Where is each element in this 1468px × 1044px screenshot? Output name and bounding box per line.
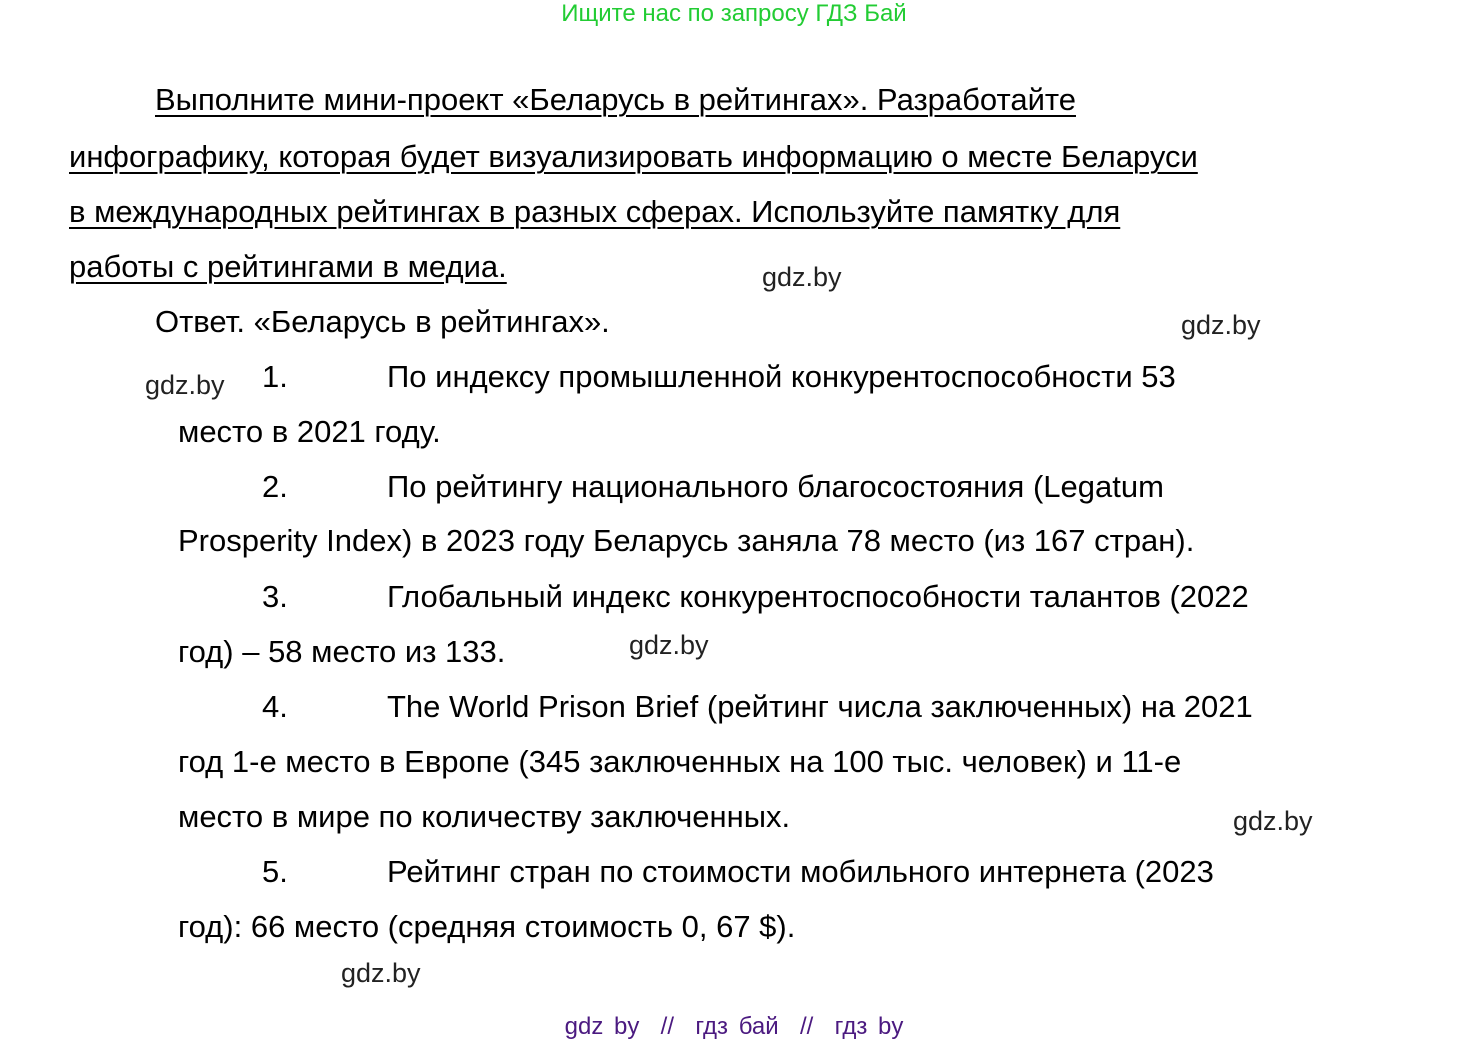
item-text: Prosperity Index) в 2023 году Беларусь заняла 78 место (из 167 стран). (178, 523, 1195, 558)
watermark: gdz.by (1181, 310, 1261, 340)
item-number: 3. (262, 579, 288, 614)
watermark: gdz.by (762, 262, 842, 292)
item-text: место в мире по количеству заключенных. (178, 799, 791, 834)
watermark: gdz.by (145, 370, 225, 400)
item-number: 2. (262, 469, 288, 504)
item-text: место в 2021 году. (178, 414, 441, 449)
item-text: год) – 58 место из 133. (178, 634, 506, 669)
item-text: The World Prison Brief (рейтинг числа заключенных) на 2021 (387, 689, 1253, 724)
item-text: год 1-е место в Европе (345 заключенных на 100 тыс. человек) и 11-е (178, 744, 1182, 779)
item-text: По индексу промышленной конкурентоспособности 53 (387, 359, 1176, 394)
item-text: По рейтингу национального благосостояния (Legatum (387, 469, 1164, 504)
item-number: 1. (262, 359, 288, 394)
footer-links: gdz by // гдз бай // гдз by (564, 1013, 904, 1040)
item-number: 4. (262, 689, 288, 724)
task-line: Выполните мини-проект «Беларусь в рейтингах». Разработайте (155, 82, 1076, 117)
answer-title: Ответ. «Беларусь в рейтингах». (155, 304, 610, 339)
task-line: инфографику, которая будет визуализировать информацию о месте Беларуси (69, 139, 1198, 174)
item-text: Глобальный индекс конкурентоспособности талантов (2022 (387, 579, 1249, 614)
task-line: в международных рейтингах в разных сферах. Используйте памятку для (69, 194, 1121, 229)
item-text: Рейтинг стран по стоимости мобильного интернета (2023 (387, 854, 1214, 889)
item-text: год): 66 место (средняя стоимость 0, 67 $). (178, 909, 796, 944)
watermark: gdz.by (341, 958, 421, 988)
search-banner: Ищите нас по запросу ГДЗ Бай (561, 0, 907, 27)
task-line: работы с рейтингами в медиа. (69, 249, 507, 284)
watermark: gdz.by (629, 630, 709, 660)
watermark: gdz.by (1233, 806, 1313, 836)
item-number: 5. (262, 854, 288, 889)
